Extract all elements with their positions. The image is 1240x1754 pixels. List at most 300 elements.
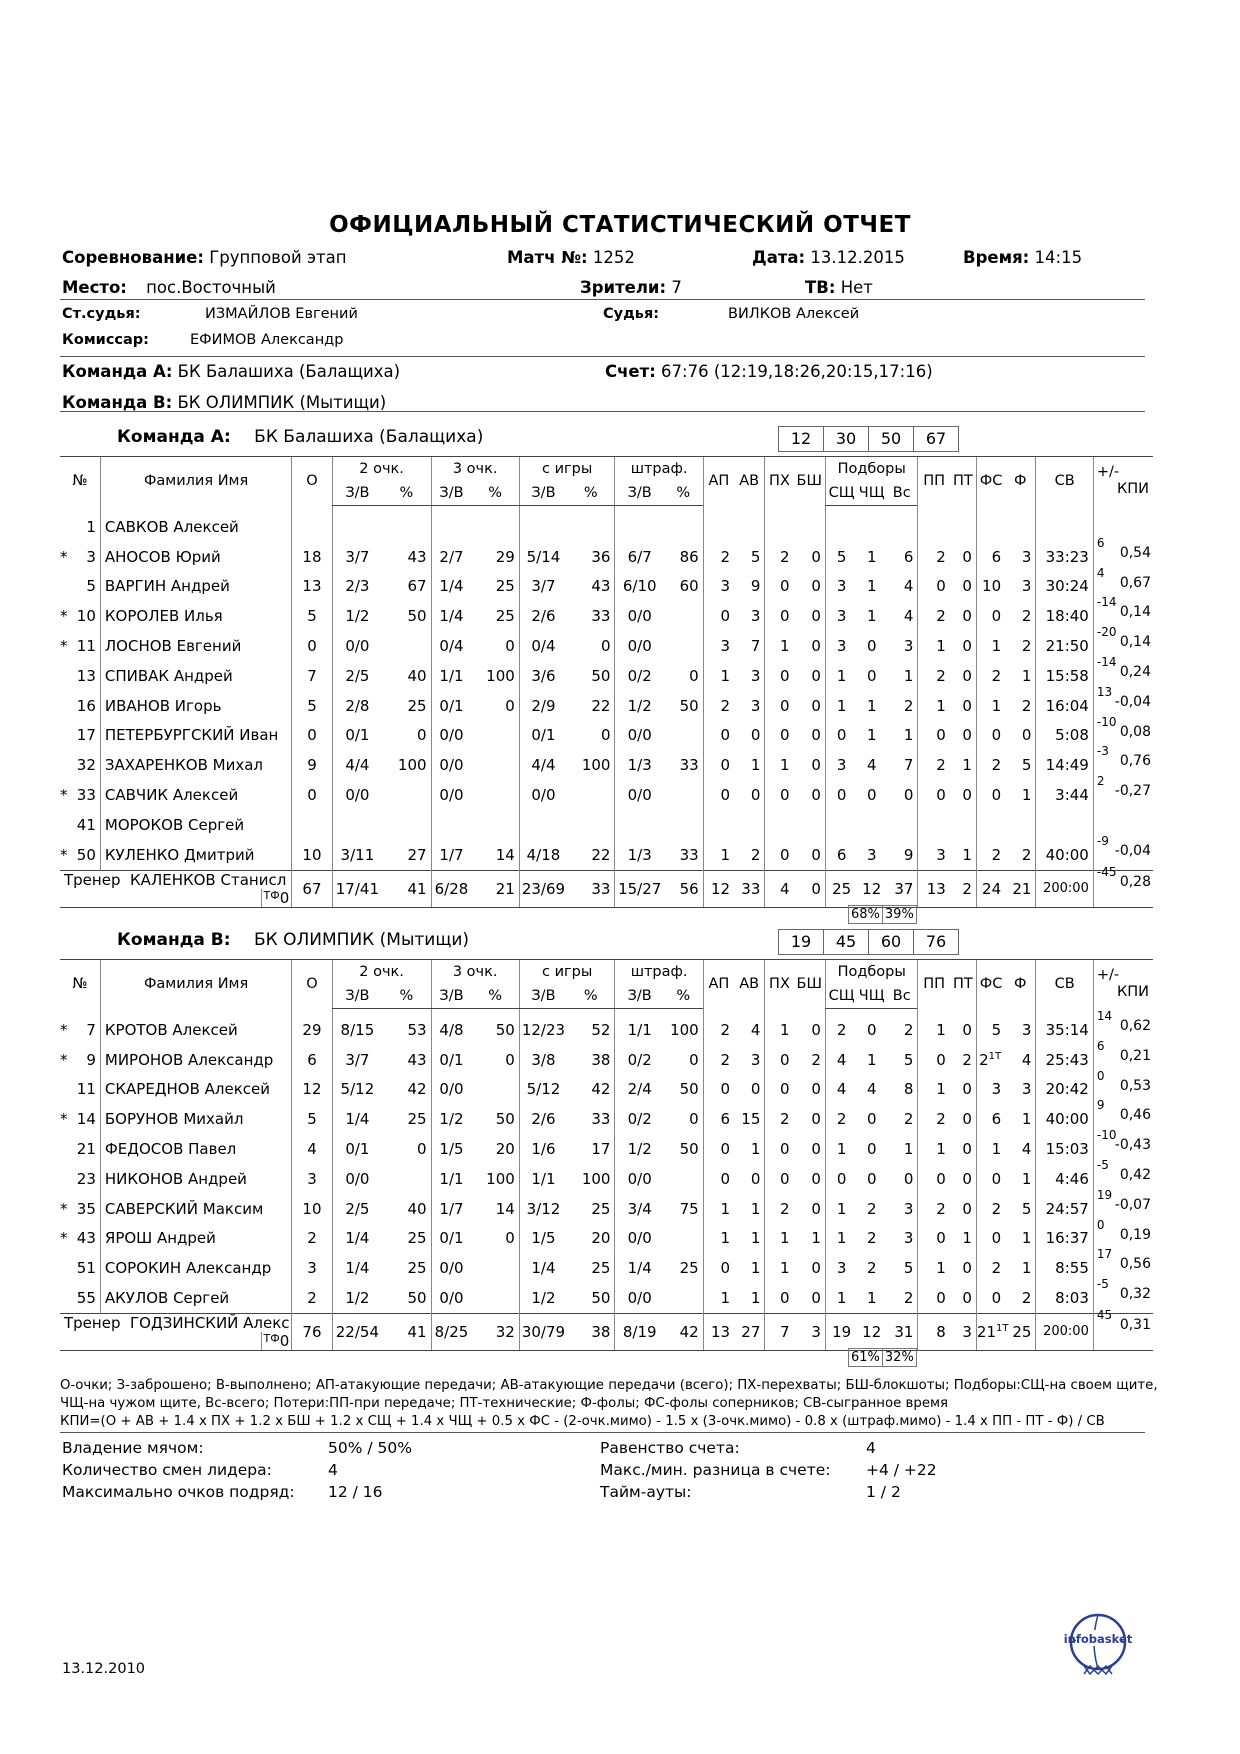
stat-pt: 0 — [962, 607, 972, 626]
stat-f: 2 — [1021, 845, 1032, 864]
coach-label: Тренер — [64, 870, 121, 889]
col-header-name: Фамилия Имя — [100, 960, 291, 1009]
player-row — [60, 1253, 1153, 1283]
stat-fs: 1 — [976, 1134, 1005, 1164]
col-subheader-zv: З/В — [615, 481, 664, 506]
stat-pt: 1 — [962, 756, 972, 775]
kpi: -0,27 — [1114, 783, 1151, 800]
col-header-2pt: 2 очк. — [332, 960, 431, 985]
col-subheader-pct: % — [471, 481, 519, 506]
stat-vs: 3 — [903, 1199, 914, 1218]
player-number — [60, 1283, 100, 1313]
stat-s: 1 — [825, 1283, 857, 1313]
stat-vs: 1 — [903, 726, 914, 745]
col-header-pm: +/- — [1096, 464, 1120, 481]
stat-bsh: 0 — [811, 1259, 821, 1278]
stat-fgpct: 33 — [591, 1110, 611, 1129]
stat-ft: 0/0 — [615, 601, 664, 631]
stat-ftpct: 50 — [679, 1140, 699, 1159]
player-name: НИКОНОВ Андрей — [100, 1164, 291, 1194]
stat-p3: 1/1 — [431, 661, 471, 691]
player-name: САВЕРСКИЙ Максим — [100, 1194, 291, 1224]
team-b-heading: Команда В: БК ОЛИМПИК (Мытищи) — [117, 930, 470, 950]
coach-name: ГОДЗИНСКИЙ Алекс — [130, 1313, 290, 1332]
total-pp: 8 — [918, 1313, 950, 1350]
stat-fgpct: 22 — [591, 845, 611, 864]
pm-kpi — [1094, 864, 1153, 905]
stat-f: 3 — [1021, 1020, 1032, 1039]
stat-p2pct — [382, 631, 431, 661]
legend-line: ЧЩ-на чужом щите, Вс-всего; Потери:ПП-при передаче; ПТ-технические; Ф-фолы; ФС-фолы соперников; СВ-сыгранное время — [60, 1396, 949, 1411]
stat-av: 1 — [750, 756, 761, 775]
total-ft: 15/27 — [615, 870, 664, 907]
plus-minus: 2 — [1096, 774, 1105, 789]
total-s: 19 — [825, 1313, 857, 1350]
kpi: 0,21 — [1119, 1047, 1151, 1064]
stat-fgpct: 36 — [591, 547, 611, 566]
starter-mark: * — [60, 637, 68, 656]
player-number — [60, 572, 100, 602]
stat-p2: 2/3 — [332, 572, 382, 602]
col-header-3pt: 3 очк. — [431, 960, 519, 985]
stat-f: 3 — [1021, 1080, 1032, 1099]
stat-ap: 0 — [703, 721, 734, 751]
plus-minus: -20 — [1096, 625, 1117, 640]
total-fg: 23/69 — [519, 870, 567, 907]
player-number — [60, 1194, 100, 1224]
spectators-row — [580, 278, 682, 297]
player-name: ПЕТЕРБУРГСКИЙ Иван — [100, 721, 291, 751]
kpi: -0,04 — [1114, 693, 1151, 710]
stat-ap: 2 — [703, 542, 734, 572]
player-row — [60, 1045, 1153, 1075]
stat-fg: 12/23 — [519, 1009, 567, 1045]
player-name: АНОСОВ Юрий — [100, 542, 291, 572]
player-number-value: 32 — [76, 756, 96, 775]
stat-fgpct: 100 — [581, 1169, 611, 1188]
stat-ch: 0 — [866, 786, 877, 805]
stat-f: 3 — [1021, 547, 1032, 566]
stat-pp: 1 — [918, 1134, 950, 1164]
quarter-score: 19 — [778, 929, 824, 955]
stat-fs: 2 — [976, 1194, 1005, 1224]
stat-ftpct: 0 — [689, 666, 699, 685]
plus-minus: 0 — [1096, 1217, 1105, 1232]
stat-pp: 1 — [918, 631, 950, 661]
stat-ph: 0 — [765, 840, 794, 870]
player-number-value: 50 — [76, 845, 96, 864]
player-name: КРОТОВ Алексей — [100, 1009, 291, 1045]
stat-bsh — [794, 506, 826, 542]
stat-sv: 16:37 — [1036, 1224, 1093, 1254]
stat-p3: 1/5 — [431, 1134, 471, 1164]
stat-fgpct: 17 — [591, 1140, 611, 1159]
tech-fouls — [261, 889, 292, 907]
stat-ph: 2 — [765, 1104, 794, 1134]
stat-ftpct: 33 — [679, 845, 699, 864]
starter-mark: * — [60, 786, 68, 805]
stat-ft: 0/2 — [615, 1104, 664, 1134]
starter-mark: * — [60, 1050, 68, 1069]
stat-vs: 3 — [903, 1229, 914, 1248]
stat-f: 1 — [1021, 1110, 1032, 1129]
col-header-bsh: БШ — [794, 457, 826, 506]
stat-s: 0 — [825, 1164, 857, 1194]
stat-sv — [1036, 506, 1093, 542]
stat-ftpct: 33 — [679, 756, 699, 775]
stat-pp: 0 — [918, 721, 950, 751]
player-name: САВКОВ Алексей — [100, 506, 291, 542]
stat-ap: 1 — [703, 1224, 734, 1254]
stat-ph — [765, 810, 794, 840]
col-header-no: № — [60, 960, 100, 1009]
quarter-score: 76 — [913, 929, 959, 955]
player-row — [60, 721, 1153, 751]
stat-ftpct — [664, 506, 703, 542]
player-number-value: 13 — [76, 666, 96, 685]
player-row — [60, 1075, 1153, 1105]
kpi: 0,53 — [1119, 1077, 1151, 1094]
stat-p2: 3/7 — [332, 542, 382, 572]
col-subheader-pct: % — [471, 984, 519, 1009]
stat-ph: 0 — [765, 691, 794, 721]
stat-p2pct: 0 — [417, 726, 427, 745]
stat-pt: 1 — [962, 1229, 972, 1248]
plus-minus: 0 — [1096, 1068, 1105, 1083]
stat-vs: 0 — [903, 1169, 914, 1188]
stat-bsh: 0 — [811, 1140, 821, 1159]
stat-p3: 0/0 — [431, 780, 471, 810]
summary-left-values — [328, 1437, 412, 1503]
stat-p2pct: 43 — [407, 547, 427, 566]
total-ftpct: 42 — [664, 1313, 703, 1350]
stat-s: 3 — [825, 572, 857, 602]
stat-p2 — [332, 810, 382, 840]
col-subheader-pct: % — [382, 481, 431, 506]
stat-fg: 3/8 — [519, 1045, 567, 1075]
stat-fg: 2/6 — [519, 1104, 567, 1134]
col-header-rebounds: Подборы — [825, 457, 917, 482]
stat-vs: 2 — [903, 696, 914, 715]
total-ch: 12 — [857, 1313, 886, 1350]
stat-fs: 2 — [976, 1253, 1005, 1283]
col-header-ph: ПХ — [765, 457, 794, 506]
player-row — [60, 1009, 1153, 1045]
header-row — [60, 960, 1153, 985]
place-value: пос.Восточный — [146, 278, 276, 297]
stat-ap — [703, 506, 734, 542]
stat-p3: 1/1 — [431, 1164, 471, 1194]
stat-ph: 0 — [765, 1075, 794, 1105]
header-divider-2 — [60, 356, 1145, 357]
stat-ft: 0/0 — [615, 1164, 664, 1194]
stat-s: 1 — [825, 661, 857, 691]
stat-ft: 0/0 — [615, 721, 664, 751]
stat-ap — [703, 810, 734, 840]
player-name: ЛОСНОВ Евгений — [100, 631, 291, 661]
player-number-value: 21 — [76, 1140, 96, 1159]
starter-mark: * — [60, 1229, 68, 1248]
quarter-score: 45 — [823, 929, 869, 955]
stat-sv: 30:24 — [1036, 572, 1093, 602]
stat-sv: 40:00 — [1036, 840, 1093, 870]
stat-ch: 1 — [866, 696, 877, 715]
player-name: МИРОНОВ Александр — [100, 1045, 291, 1075]
stat-p3pct: 14 — [495, 845, 515, 864]
stat-pt: 0 — [962, 1140, 972, 1159]
stat-ap: 1 — [703, 1194, 734, 1224]
stat-pp — [918, 506, 950, 542]
stat-fg: 3/7 — [519, 572, 567, 602]
legend-line: О-очки; З-заброшено; В-выполнено; АП-атакующие передачи; АВ-атакующие передачи (всего); ПХ-перехваты; БШ-блокшоты; Подборы:СЩ-на своем щите, — [60, 1378, 1158, 1393]
stat-ft: 0/0 — [615, 1224, 664, 1254]
col-header-pp: ПП — [918, 960, 950, 1009]
total-o: 76 — [292, 1313, 332, 1350]
stat-p2pct: 25 — [407, 696, 427, 715]
stat-p2: 0/0 — [332, 780, 382, 810]
col-header-ft: штраф. — [615, 960, 703, 985]
quarter-score: 12 — [778, 426, 824, 452]
stat-s: 5 — [825, 542, 857, 572]
col-header-f: Ф — [1005, 457, 1036, 506]
stat-ft: 0/0 — [615, 780, 664, 810]
stat-ftpct: 86 — [679, 547, 699, 566]
stat-p2pct: 40 — [407, 1199, 427, 1218]
stat-p3pct — [471, 506, 519, 542]
stat-ph: 1 — [765, 1224, 794, 1254]
stat-pt: 0 — [962, 637, 972, 656]
player-number — [60, 1253, 100, 1283]
place-label: Место: — [62, 278, 127, 297]
stat-av: 0 — [750, 1080, 761, 1099]
col-subheader-chshch: ЧЩ — [857, 984, 886, 1009]
stat-ftpct — [664, 631, 703, 661]
max-run-label: Максимально очков подряд: — [62, 1483, 295, 1501]
col-header-kpi: КПИ — [1116, 481, 1149, 498]
max-run-value: 12 / 16 — [328, 1483, 383, 1501]
time-row — [963, 248, 1082, 267]
player-number — [60, 661, 100, 691]
kpi: 0,76 — [1119, 753, 1151, 770]
player-number — [60, 721, 100, 751]
stat-bsh: 0 — [811, 1169, 821, 1188]
col-header-sv: СВ — [1036, 960, 1093, 1009]
stat-fg: 5/14 — [519, 542, 567, 572]
player-number — [60, 780, 100, 810]
player-name: СКАРЕДНОВ Алексей — [100, 1075, 291, 1105]
stat-pp: 2 — [918, 1194, 950, 1224]
starter-mark: * — [60, 607, 68, 626]
stat-av: 1 — [750, 1229, 761, 1248]
stat-p2: 0/1 — [332, 1134, 382, 1164]
col-header-fs: ФС — [976, 457, 1005, 506]
stat-fg: 2/6 — [519, 601, 567, 631]
stat-pt: 0 — [962, 1289, 972, 1308]
stat-fs: 2 — [976, 840, 1005, 870]
plus-minus: -5 — [1096, 1277, 1109, 1292]
total-fgpct: 38 — [567, 1313, 615, 1350]
total-p3: 8/25 — [431, 1313, 471, 1350]
coach-label: Тренер — [64, 1313, 121, 1332]
stat-av: 0 — [750, 1169, 761, 1188]
header-row — [60, 457, 1153, 482]
player-row — [60, 1224, 1153, 1254]
stat-pp: 0 — [918, 1045, 950, 1075]
col-header-no: № — [60, 457, 100, 506]
stat-ch: 0 — [866, 637, 877, 656]
stat-ap: 1 — [703, 1283, 734, 1313]
stat-sv: 8:03 — [1036, 1283, 1093, 1313]
stat-fs — [976, 1045, 1005, 1075]
stat-p2pct: 0 — [417, 1140, 427, 1159]
chief-ref-value: ИЗМАЙЛОВ Евгений — [205, 306, 358, 322]
starter-mark: * — [60, 1020, 68, 1039]
tv-label: ТВ: — [805, 278, 836, 297]
team-a-heading: Команда А: БК Балашиха (Балащиха) — [117, 427, 484, 447]
total-pp: 13 — [918, 870, 950, 907]
player-number-value: 7 — [86, 1020, 96, 1039]
plus-minus: -3 — [1096, 744, 1109, 759]
player-number-value: 14 — [76, 1110, 96, 1129]
stat-p3: 0/4 — [431, 631, 471, 661]
stat-p3: 1/2 — [431, 1104, 471, 1134]
player-row — [60, 1194, 1153, 1224]
team-a-quarter-scores — [779, 426, 959, 452]
stat-pp: 0 — [918, 1164, 950, 1194]
stat-av: 1 — [750, 1289, 761, 1308]
stat-vs: 2 — [903, 1020, 914, 1039]
tech-foul-mark: 1Т — [988, 1050, 1002, 1062]
stat-fg: 4/18 — [519, 840, 567, 870]
stat-pt: 0 — [962, 1199, 972, 1218]
player-name: АКУЛОВ Сергей — [100, 1283, 291, 1313]
col-subheader-vs: Вс — [886, 984, 918, 1009]
legend — [60, 1377, 1160, 1431]
player-row — [60, 1104, 1153, 1134]
stat-bsh: 0 — [811, 607, 821, 626]
stat-p3: 1/7 — [431, 1194, 471, 1224]
stat-av — [734, 506, 765, 542]
stat-p2: 2/8 — [332, 691, 382, 721]
total-p3pct: 32 — [471, 1313, 519, 1350]
stat-p2: 5/12 — [332, 1075, 382, 1105]
stat-ch: 1 — [866, 1050, 877, 1069]
stat-ap: 2 — [703, 1045, 734, 1075]
stat-p3: 0/1 — [431, 1224, 471, 1254]
stat-av: 1 — [750, 1199, 761, 1218]
stat-bsh: 0 — [811, 666, 821, 685]
player-name: БОРУНОВ Михайл — [100, 1104, 291, 1134]
stat-s: 4 — [825, 1075, 857, 1105]
summary-right-values — [866, 1437, 937, 1503]
stat-ch: 2 — [866, 1229, 877, 1248]
stat-p3: 1/7 — [431, 840, 471, 870]
stat-p2: 4/4 — [332, 750, 382, 780]
total-ap: 13 — [703, 1313, 734, 1350]
stat-ft: 6/7 — [615, 542, 664, 572]
stat-p3 — [431, 506, 471, 542]
quarter-score: 50 — [868, 426, 914, 452]
total-s: 25 — [825, 870, 857, 907]
stat-p2: 0/0 — [332, 1164, 382, 1194]
total-p2: 17/41 — [332, 870, 382, 907]
coach — [60, 870, 292, 907]
stat-p2pct: 25 — [407, 1110, 427, 1129]
stat-f — [1005, 506, 1036, 542]
player-number-value: 11 — [76, 637, 96, 656]
stat-p2pct: 43 — [407, 1050, 427, 1069]
stat-f: 2 — [1021, 696, 1032, 715]
player-number — [60, 1224, 100, 1254]
stat-sv: 15:03 — [1036, 1134, 1093, 1164]
stat-ch — [857, 506, 886, 542]
player-number — [60, 1075, 100, 1105]
kpi: 0,31 — [1119, 1316, 1151, 1333]
plus-minus: -5 — [1096, 1157, 1109, 1172]
total-p2pct: 41 — [382, 1313, 431, 1350]
legend-line: КПИ=(О + АВ + 1.4 х ПХ + 1.2 х БШ + 1.2 х СЩ + 1.4 х ЧЩ + 0.5 х ФС - (2-очк.мимо) - 1.5 х (3-очк.мимо) - 0.8 х (штраф.мимо) - 1.4 х ПП - ПТ - Ф) / СВ — [60, 1414, 1105, 1429]
stat-bsh: 0 — [811, 786, 821, 805]
stat-p3pct: 0 — [505, 1229, 515, 1248]
stat-fg: 1/5 — [519, 1224, 567, 1254]
stat-pp: 1 — [918, 1009, 950, 1045]
stat-p2: 8/15 — [332, 1009, 382, 1045]
stat-fgpct: 50 — [591, 666, 611, 685]
total-ph: 4 — [765, 870, 794, 907]
col-header-ft: штраф. — [615, 457, 703, 482]
quarter-score: 67 — [913, 426, 959, 452]
team-totals-row — [60, 870, 1153, 907]
stat-ftpct — [664, 721, 703, 751]
stat-ft: 1/2 — [615, 691, 664, 721]
stat-p3pct — [471, 810, 519, 840]
stat-pp: 2 — [918, 661, 950, 691]
fs-value: 2 — [979, 1050, 989, 1069]
player-row — [60, 1283, 1153, 1313]
stat-bsh: 1 — [811, 1229, 821, 1248]
kpi: 0,08 — [1119, 723, 1151, 740]
stat-ft — [615, 810, 664, 840]
stat-fgpct: 38 — [591, 1050, 611, 1069]
col-header-points: О — [292, 960, 332, 1009]
stat-p2: 1/4 — [332, 1224, 382, 1254]
stat-vs: 4 — [903, 607, 914, 626]
col-header-pm: +/- — [1096, 967, 1120, 984]
col-subheader-zv: З/В — [615, 984, 664, 1009]
leader-changes-label: Количество смен лидера: — [62, 1461, 272, 1479]
stat-fs — [976, 810, 1005, 840]
stat-p3pct: 50 — [495, 1020, 515, 1039]
stat-vs: 4 — [903, 577, 914, 596]
kpi: 0,19 — [1119, 1226, 1151, 1243]
stat-vs: 6 — [903, 547, 914, 566]
player-number-value: 1 — [86, 517, 96, 536]
col-subheader-pct: % — [567, 984, 615, 1009]
player-name: КОРОЛЕВ Илья — [100, 601, 291, 631]
reb-pct-own: 68% — [848, 905, 883, 924]
player-name: ВАРГИН Андрей — [100, 572, 291, 602]
stat-p3: 1/4 — [431, 572, 471, 602]
stat-fs: 10 — [976, 572, 1005, 602]
stat-o: 6 — [292, 1045, 332, 1075]
col-header-kpi: КПИ — [1116, 984, 1149, 1001]
stat-sv: 40:00 — [1036, 1104, 1093, 1134]
stat-ch: 0 — [866, 1140, 877, 1159]
stat-bsh: 0 — [811, 1110, 821, 1129]
summary-left-labels — [62, 1437, 295, 1503]
stat-pp: 3 — [918, 840, 950, 870]
stat-ftpct: 25 — [679, 1259, 699, 1278]
